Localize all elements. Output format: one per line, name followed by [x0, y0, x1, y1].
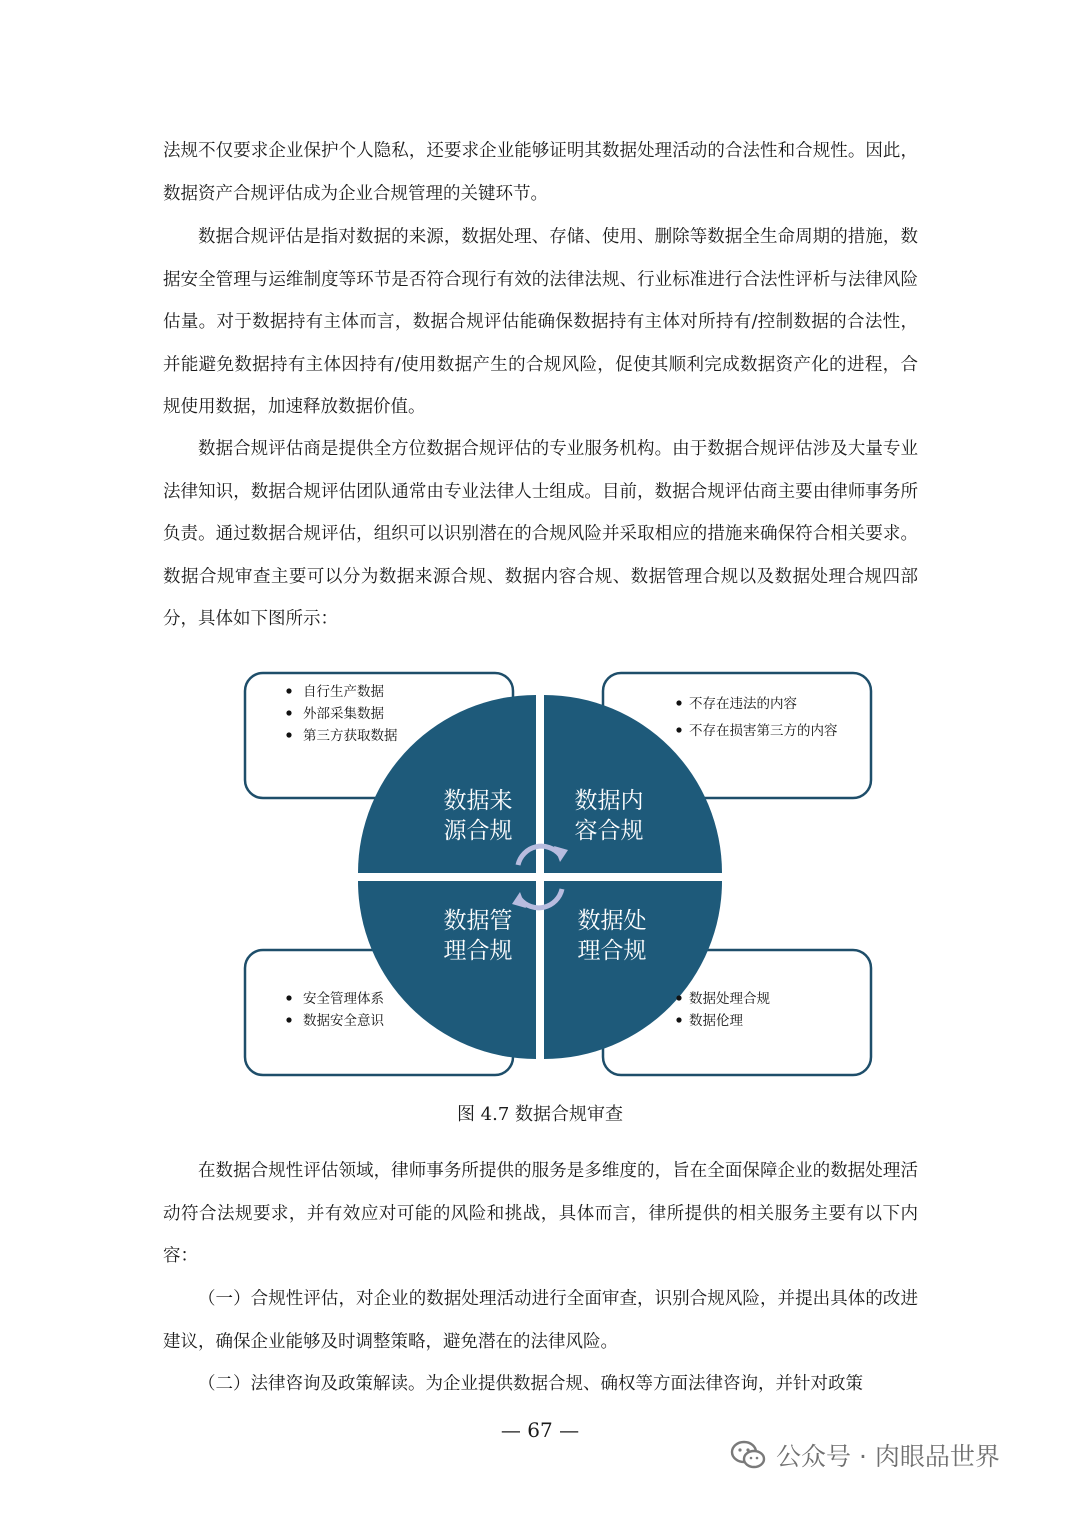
- processing-item-2: 数据伦理: [689, 1013, 743, 1029]
- paragraph-2: 数据合规评估是指对数据的来源，数据处理、存储、使用、删除等数据全生命周期的措施，数据安全管理与运维制度等环节是否符合现行有效的法律法规、行业标准进行合法性评析与法律风险估量。对于数据持有主体而言，数据合规评估能确保数据持有主体对所持有/控制数据的合法性，并能避免数据持有主体因持有/使用数据产生的合规风险，促使其顺利完成数据资产化的进程，合规使用数据，加速释放数据价值。: [163, 227, 918, 417]
- source-item-3: 第三方获取数据: [303, 728, 398, 744]
- compliance-diagram: [242, 670, 874, 1082]
- paragraph-6: （二）法律咨询及政策解读。为企业提供数据合规、确权等方面法律咨询，并针对政策: [198, 1374, 863, 1394]
- paragraph-4: 在数据合规性评估领域，律师事务所提供的服务是多维度的，旨在全面保障企业的数据处理活动符合法规要求，并有效应对可能的风险和挑战，具体而言，律所提供的相关服务主要有以下内容：: [163, 1161, 918, 1266]
- page-number: — 67 —: [500, 1418, 580, 1442]
- source-item-2: 外部采集数据: [303, 706, 384, 722]
- quadrant-content-label-1: 数据内: [574, 788, 644, 814]
- quadrant-content-label-2: 容合规: [574, 818, 644, 844]
- content-item-2: 不存在损害第三方的内容: [689, 723, 838, 739]
- source-item-1: 自行生产数据: [303, 684, 384, 700]
- quadrant-management-label-2: 理合规: [443, 938, 513, 964]
- management-item-2: 数据安全意识: [303, 1013, 384, 1029]
- watermark: [730, 1430, 1000, 1480]
- quadrant-processing-label-2: 理合规: [577, 938, 647, 964]
- watermark-text: 公众号 · 肉眼品世界: [776, 1442, 1000, 1471]
- figure-caption: 图 4.7 数据合规审查: [456, 1104, 624, 1125]
- paragraph-1: 法规不仅要求企业保护个人隐私，还要求企业能够证明其数据处理活动的合法性和合规性。因此，数据资产合规评估成为企业合规管理的关键环节。: [163, 141, 918, 204]
- paragraph-3: 数据合规评估商是提供全方位数据合规评估的专业服务机构。由于数据合规评估涉及大量专业法律知识，数据合规评估团队通常由专业法律人士组成。目前，数据合规评估商主要由律师事务所负责。通过数据合规评估，组织可以识别潜在的合规风险并采取相应的措施来确保符合相关要求。数据合规审查主要可以分为数据来源合规、数据内容合规、数据管理合规以及数据处理合规四部分，具体如下图所示：: [163, 439, 918, 629]
- quadrant-processing-label-1: 数据处: [577, 908, 647, 934]
- paragraph-5: （一）合规性评估，对企业的数据处理活动进行全面审查，识别合规风险，并提出具体的改进建议，确保企业能够及时调整策略，避免潜在的法律风险。: [163, 1289, 918, 1352]
- processing-item-1: 数据处理合规: [689, 991, 770, 1007]
- wechat-icon: [730, 1439, 766, 1471]
- management-item-1: 安全管理体系: [303, 991, 384, 1007]
- quadrant-source-label-2: 源合规: [443, 818, 513, 844]
- quadrant-management-label-1: 数据管: [443, 908, 513, 934]
- content-item-1: 不存在违法的内容: [689, 696, 797, 712]
- quadrant-source-label-1: 数据来: [443, 788, 513, 814]
